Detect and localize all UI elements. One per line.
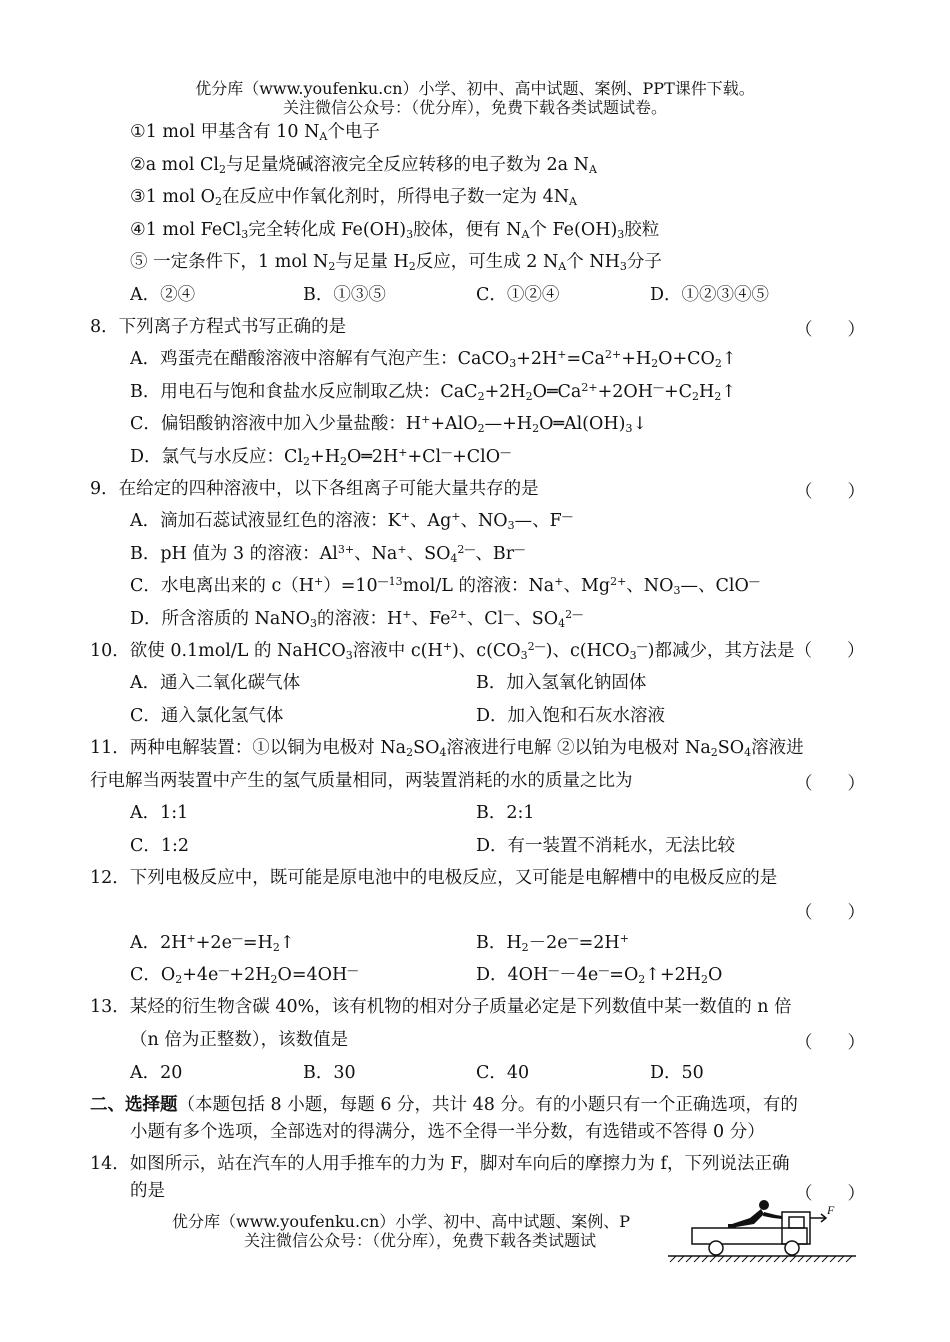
q8-option-b: B．用电石与饱和食盐水反应制取乙炔：$CaC_2+2H_2O═Ca^{2+}+2OH^—+C_2H_2↑$ (130, 381, 736, 403)
q7-option-d: D．①②③④⑤ (650, 285, 770, 305)
q13-stem-line-2: （n 倍为正整数），该数值是 (130, 1030, 349, 1050)
footer-watermark-line-1: 优分库（www.youfenku.cn）小学、初中、高中试题、案例、P (172, 1212, 631, 1231)
q11-stem-line-2: 行电解当两装置中产生的氢气质量相同，两装置消耗的水的质量之比为 (90, 771, 633, 791)
q9-option-c: C．水电离出来的 $c(H^+)=10^{—13}mol/L$ 的溶液：Na+、$Mg^{2+}$、$NO_3—$、ClO— (130, 575, 760, 597)
header-line-1: 优分库（www.youfenku.cn）小学、初中、高中试题、案例、PPT课件下载。 (195, 79, 755, 98)
footer-watermark-line-2: 关注微信公众号：（优分库），免费下载各类试题试 (244, 1231, 597, 1250)
q10-stem: 10．欲使 0.1mol/L 的 NaHCO$_3$溶液中 c(H+)、$c(CO_3^{2—})$、$c(HCO_3^—)$都减少，其方法是（ ） (90, 640, 865, 662)
q12-answer-blank: （ ） (795, 903, 865, 923)
q11-stem-line-1: 11．两种电解装置：①以铜为电极对 $Na_2SO_4$溶液进行电解 ②以铂为电极对 $Na_2SO_4$溶液进 (90, 738, 804, 759)
q9-option-a: A．滴加石蕊试液显红色的溶液：K+、Ag+、$NO_3—$、F— (130, 510, 573, 532)
q14-answer-blank: （ ） (795, 1184, 865, 1204)
person-pushing (728, 1200, 782, 1228)
q13-stem-line-1: 13．某烃的衍生物含碳 40%，该有机物的相对分子质量必定是下列数值中某一数值的 n 倍 (90, 997, 792, 1017)
q11-option-b: B．2:1 (476, 803, 535, 823)
header-watermark-top (0, 79, 950, 117)
ground-hatching (670, 1256, 852, 1262)
q12-option-b: B．$H_2-2e^—=2H^+$ (476, 932, 629, 954)
q7-option-b: B．①③⑤ (303, 285, 386, 305)
q7-statement-1: ①1 mol 甲基含有 10 $N_A$个电子 (130, 122, 380, 143)
q7-option-a: A．②④ (130, 285, 196, 305)
q10-option-b: B．加入氢氧化钠固体 (476, 673, 647, 693)
q8-option-c: C．偏铝酸钠溶液中加入少量盐酸：$H^++AlO_2—+H_2O═Al(OH)_3↓$ (130, 413, 648, 435)
q14-stem-line-2: 的是 (130, 1181, 165, 1201)
section-2-title: 二、选择题 (90, 1095, 178, 1115)
q12-stem: 12．下列电极反应中，既可能是原电池中的电极反应，又可能是电解槽中的电极反应的是 (90, 868, 778, 888)
q13-option-c: C．40 (476, 1063, 530, 1083)
q13-option-b: B．30 (303, 1063, 356, 1083)
rear-wheel (709, 1241, 723, 1255)
q7-statement-5: ⑤ 一定条件下，1 mol $N_2$与足量 $H_2$反应，可生成 2 $N_A$个 $NH_3$分子 (130, 252, 662, 273)
q10-option-a: A．通入二氧化碳气体 (130, 673, 301, 693)
q7-statement-3: ③1 mol $O_2$在反应中作氧化剂时，所得电子数一定为 $4N_A$ (130, 187, 577, 208)
header-line-2: 关注微信公众号：（优分库），免费下载各类试题试卷。 (282, 98, 667, 117)
q12-option-d: D．$4OH^—-4e^—=O_2↑+2H_2O$ (476, 964, 723, 986)
q8-answer-blank: （ ） (795, 320, 865, 340)
q11-option-c: C．1:2 (130, 836, 190, 856)
q9-stem: 9．在给定的四种溶液中，以下各组离子可能大量共存的是 (90, 479, 539, 499)
q8-stem: 8．下列离子方程式书写正确的是 (90, 317, 347, 337)
q11-option-a: A．1:1 (130, 803, 189, 823)
q13-option-a: A．20 (130, 1063, 183, 1083)
q8-option-a: A．鸡蛋壳在醋酸溶液中溶解有气泡产生：$CaCO_3+2H^+=Ca^{2+}+H_2O+CO_2↑$ (130, 348, 737, 370)
q11-answer-blank: （ ） (795, 774, 865, 794)
q14-stem-line-1: 14．如图所示，站在汽车的人用手推车的力为 F，脚对车向后的摩擦力为 f，下列说法正确 (90, 1154, 790, 1174)
section-2-instructions: 小题有多个选项，全部选对的得满分，选不全得一半分数，有选错或不答得 0 分） (130, 1122, 765, 1142)
front-wheel (785, 1241, 799, 1255)
section-2-heading: 二、选择题（本题包括 8 小题，每题 6 分，共计 48 分。有的小题只有一个正确选项，有的 (90, 1095, 798, 1115)
q7-statement-2: ②a mol $Cl_2$与足量烧碱溶液完全反应转移的电子数为 2a $N_A$ (130, 155, 597, 176)
q12-option-c: C．$O_2+4e^—+2H_2O=4OH^—$ (130, 964, 359, 986)
q9-answer-blank: （ ） (795, 482, 865, 502)
q11-option-d: D．有一装置不消耗水，无法比较 (476, 836, 736, 856)
q12-option-a: A．$2H^++2e^—=H_2↑$ (130, 932, 295, 954)
q10-option-c: C．通入氯化氢气体 (130, 706, 284, 726)
q13-option-d: D．50 (650, 1063, 704, 1083)
truck-push-figure (660, 1198, 860, 1273)
q13-answer-blank: （ ） (795, 1033, 865, 1053)
q7-option-c: C．①②④ (476, 285, 560, 305)
force-label-f: F (827, 1203, 835, 1217)
q8-option-d: D．氯气与水反应：$Cl_2+H_2O═2H^++Cl^—+ClO^—$ (130, 446, 512, 468)
q9-option-d: D．所含溶质的 NaNO$_3$的溶液：H+、$Fe^{2+}$、Cl—、$SO_4^{2—}$ (130, 608, 584, 630)
q9-option-b: B．pH 值为 3 的溶液：$Al^{3+}$、Na+、$SO_4^{2—}$、Br— (130, 543, 526, 565)
truck-window (789, 1217, 804, 1228)
q10-option-d: D．加入饱和石灰水溶液 (476, 706, 666, 726)
q7-statement-4: ④1 mol FeCl$_3$完全转化成 $Fe(OH)_3$胶体，便有 $N_A$个 $Fe(OH)_3$胶粒 (130, 220, 660, 241)
